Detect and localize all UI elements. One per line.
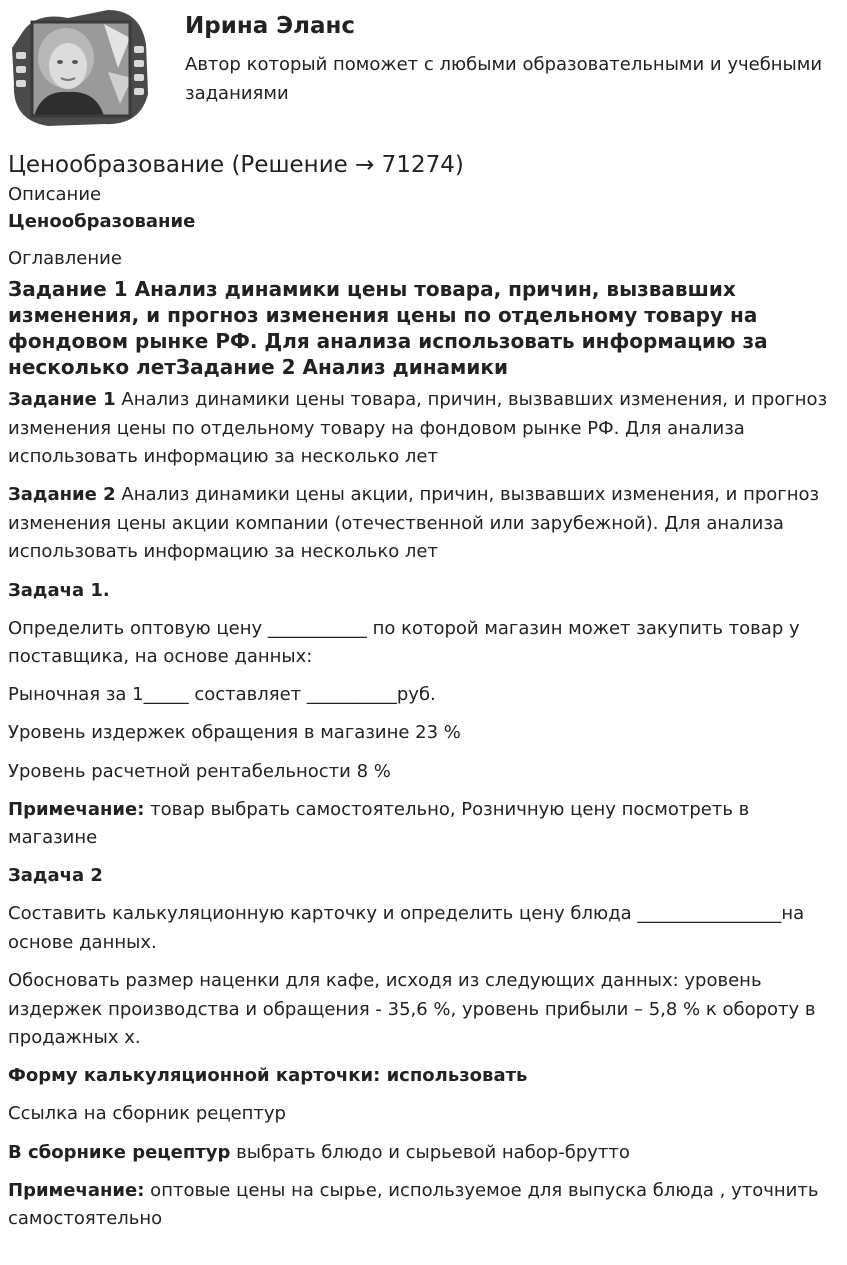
author-name: Ирина Эланс bbox=[185, 13, 356, 39]
problem-1-profitability: Уровень расчетной рентабельности 8 % bbox=[8, 760, 391, 782]
task-paragraph-1 bbox=[8, 386, 840, 472]
form-heading: Форму калькуляционной карточки: использовать bbox=[8, 1065, 528, 1087]
description-value: Ценообразование bbox=[8, 211, 196, 232]
task-2-text: Анализ динамики цены акции, причин, вызвавших изменения, и прогноз изменения цены акции компании (отечественной или зарубежной). Для анализа использовать информацию за несколько лет bbox=[8, 484, 820, 563]
problem-1-market-price: Рыночная за 1_____ составляет __________руб. bbox=[8, 684, 436, 706]
problem-2-heading: Задача 2 bbox=[8, 865, 103, 887]
task-paragraph-2 bbox=[8, 481, 840, 567]
author-description: Автор который поможет с любыми образовательными и учебными заданиями bbox=[185, 54, 823, 104]
task-1-label: Задание 1 bbox=[8, 389, 116, 410]
note-2-text: оптовые цены на сырье, используемое для выпуска блюда , уточнить самостоятельно bbox=[8, 1179, 819, 1230]
note-2-label: Примечание: bbox=[8, 1179, 145, 1201]
task-1-text: Анализ динамики цены товара, причин, вызвавших изменения, и прогноз изменения цены по отдельному товару на фондовом рынке РФ. Для анализа использовать информацию за несколько лет bbox=[8, 389, 828, 468]
recipe-instruction bbox=[8, 1139, 840, 1168]
description-label: Описание bbox=[8, 184, 102, 205]
recipe-collection-link[interactable]: Ссылка на сборник рецептур bbox=[8, 1103, 286, 1125]
problem-1-heading: Задача 1. bbox=[8, 579, 110, 601]
author-avatar bbox=[8, 8, 150, 128]
problem-1-costs: Уровень издержек обращения в магазине 23 % bbox=[8, 722, 461, 744]
task-2-label: Задание 2 bbox=[8, 484, 116, 506]
note-1-text: товар выбрать самостоятельно, Розничную цену посмотреть в магазине bbox=[8, 798, 750, 849]
recipe-text: выбрать блюдо и сырьевой набор-брутто bbox=[230, 1141, 630, 1163]
toc-label: Оглавление bbox=[8, 248, 122, 269]
page-title: Ценообразование (Решение → 71274) bbox=[8, 152, 464, 178]
problem-2-markup: Обосновать размер наценки для кафе, исходя из следующих данных: уровень издержек производства и обращения - 35,6 %, уровень прибыли – 5,8 % к обороту в продажных х. bbox=[8, 970, 816, 1049]
problem-2-text: Составить калькуляционную карточку и определить цену блюда ________________на основе данных. bbox=[8, 903, 805, 953]
note-2 bbox=[8, 1177, 840, 1234]
problem-1-text: Определить оптовую цену ___________ по которой магазин может закупить товар у поставщика, на основе данных: bbox=[8, 617, 800, 668]
main-content bbox=[8, 148, 840, 1243]
author-header bbox=[0, 0, 847, 140]
toc-heading: Задание 1 Анализ динамики цены товара, причин, вызвавших изменения, и прогноз изменения цены по отдельному товару на фондовом рынке РФ. Для анализа использовать информацию за несколько летЗадание 2 Анализ динамики bbox=[8, 277, 768, 379]
note-1-label: Примечание: bbox=[8, 798, 145, 820]
recipe-label: В сборнике рецептур bbox=[8, 1141, 231, 1163]
note-1 bbox=[8, 796, 840, 853]
